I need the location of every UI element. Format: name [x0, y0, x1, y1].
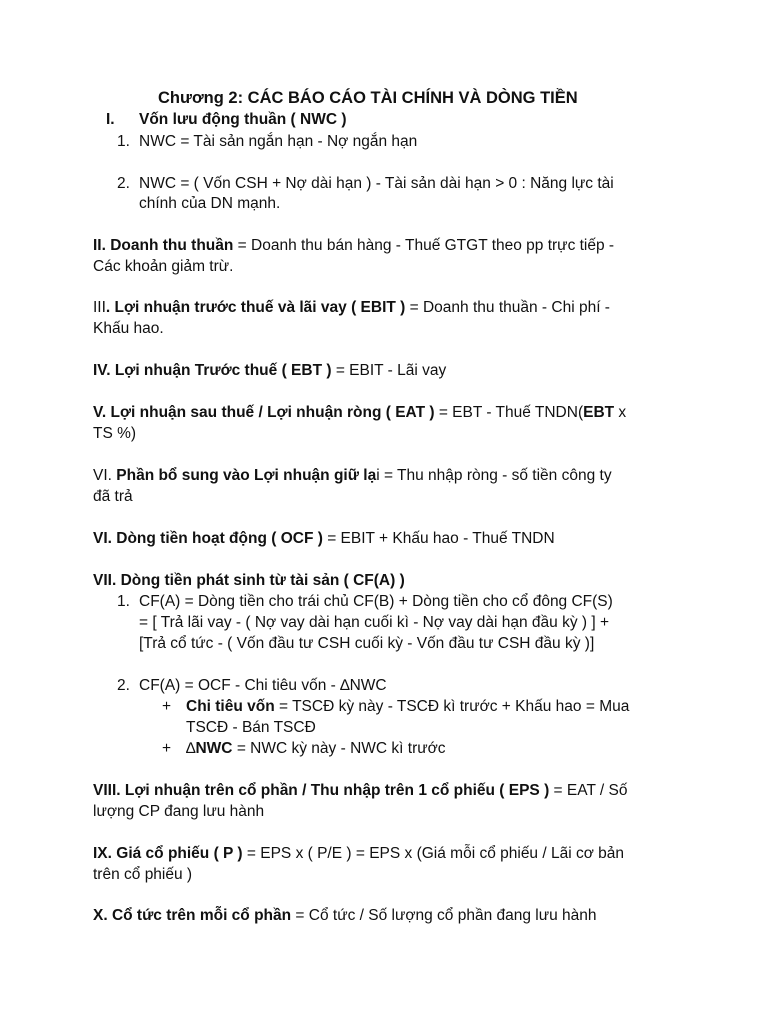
section-10-heading: IX. Giá cổ phiếu ( P ) [93, 845, 243, 862]
section-1-item-1-number: 1. [117, 133, 130, 150]
section-7-text: = EBIT + Khấu hao - Thuế TNDN [322, 530, 555, 547]
section-3-line-2: Khấu hao. [93, 320, 164, 337]
section-8-item-1-line-2: = [ Trả lãi vay - ( Nợ vay dài hạn cuối kì - Nợ vay dài hạn đầu kỳ ) ] + [139, 614, 610, 631]
section-8-item-1-line-1: CF(A) = Dòng tiền cho trái chủ CF(B) + Dòng tiền cho cổ đông CF(S) [139, 593, 613, 610]
section-6-number: VI. [93, 467, 117, 484]
section-3-text: = Doanh thu thuần - Chi phí - [405, 299, 610, 316]
sub-item-2-delta: ∆ [186, 740, 196, 757]
sub-item-1-text: = TSCĐ kỳ này - TSCĐ kì trước + Khấu hao = Mua [274, 698, 630, 715]
section-2-line-2: Các khoản giảm trừ. [93, 258, 234, 275]
section-2-line-1 [93, 236, 614, 256]
section-1-heading: Vốn lưu động thuần ( NWC ) [139, 111, 347, 128]
section-6-line-2: đã trả [93, 488, 133, 505]
section-6-heading: Phần bổ sung vào Lợi nhuận giữ lạ [116, 467, 377, 484]
sub-item-2-heading: NWC [195, 740, 233, 757]
section-3-number: III [93, 299, 106, 316]
section-2-heading: II. Doanh thu thuần [93, 237, 234, 254]
section-10-text: = EPS x ( P/E ) = EPS x (Giá mỗi cổ phiếu / Lãi cơ bản [242, 845, 625, 862]
section-1-item-2-line-1: NWC = ( Vốn CSH + Nợ dài hạn ) - Tài sản dài hạn > 0 : Năng lực tài [139, 175, 614, 192]
section-5-heading: V. Lợi nhuận sau thuế / Lợi nhuận ròng ( EAT ) [93, 404, 435, 421]
sub-item-1-heading: Chi tiêu vốn [186, 698, 275, 715]
page-title: Chương 2: CÁC BÁO CÁO TÀI CHÍNH VÀ DÒNG TIỀN [158, 89, 578, 107]
section-9-heading: VIII. Lợi nhuận trên cổ phần / Thu nhập trên 1 cổ phiếu ( EPS ) [93, 782, 550, 799]
section-6-text: i = Thu nhập ròng - số tiền công ty [376, 467, 612, 484]
section-7-line [93, 529, 555, 549]
section-3-heading: . Lợi nhuận trước thuế và lãi vay ( EBIT ) [105, 299, 406, 316]
sub-item-2-text: = NWC kỳ này - NWC kì trước [232, 740, 446, 757]
section-9-line-1 [93, 781, 628, 801]
section-5-line-2: TS %) [93, 425, 137, 442]
section-4-line [93, 361, 446, 381]
section-11-heading: X. Cổ tức trên mỗi cổ phần [93, 907, 292, 924]
section-5-line-1 [93, 403, 626, 423]
section-5-ebt: EBT [583, 404, 615, 421]
sub-item-2-marker: + [162, 740, 172, 757]
section-11-line [93, 906, 597, 926]
section-8-item-1-number: 1. [117, 593, 130, 610]
section-8-heading: VII. Dòng tiền phát sinh từ tài sản ( CF(A) ) [93, 572, 405, 589]
section-8-item-2-text: CF(A) = OCF - Chi tiêu vốn - ∆NWC [139, 677, 387, 694]
section-9-line-2: lượng CP đang lưu hành [93, 803, 265, 820]
sub-item-1-marker: + [162, 698, 172, 715]
sub-item-2-line [186, 739, 446, 759]
section-10-line-1 [93, 844, 624, 864]
section-1-item-1-text: NWC = Tài sản ngắn hạn - Nợ ngắn hạn [139, 133, 418, 150]
section-7-heading: VI. Dòng tiền hoạt động ( OCF ) [93, 530, 323, 547]
section-8-item-2-number: 2. [117, 677, 130, 694]
section-5-text: = EBT - Thuế TNDN( [434, 404, 584, 421]
section-2-text: = Doanh thu bán hàng - Thuế GTGT theo pp trực tiếp - [233, 237, 615, 254]
section-1-number: I. [106, 111, 115, 128]
section-9-text: = EAT / Số [549, 782, 628, 799]
section-1-item-2-line-2: chính của DN mạnh. [139, 195, 281, 212]
sub-item-1-line-1 [186, 697, 629, 717]
section-4-heading: IV. Lợi nhuận Trước thuế ( EBT ) [93, 362, 332, 379]
section-6-line-1 [93, 466, 612, 486]
section-10-line-2: trên cổ phiếu ) [93, 866, 193, 883]
section-1-item-2-number: 2. [117, 175, 130, 192]
section-8-item-1-line-3: [Trả cổ tức - ( Vốn đầu tư CSH cuối kỳ - Vốn đầu tư CSH đầu kỳ )] [139, 635, 595, 652]
section-5-end: x [614, 404, 627, 421]
section-3-line-1 [93, 298, 610, 318]
section-11-text: = Cổ tức / Số lượng cổ phần đang lưu hành [291, 907, 597, 924]
section-4-text: = EBIT - Lãi vay [331, 362, 447, 379]
sub-item-1-line-2: TSCĐ - Bán TSCĐ [186, 719, 316, 736]
